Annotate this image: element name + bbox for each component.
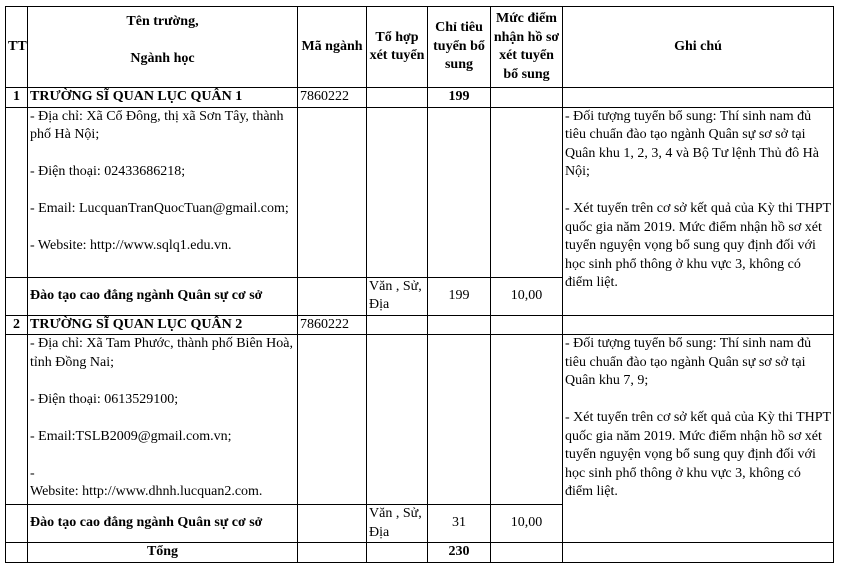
school-info-row	[6, 107, 834, 277]
header-score: Mức điểm nhận hồ sơ xét tuyển bổ sung	[491, 7, 563, 88]
total-row	[6, 543, 834, 563]
program-name: Đào tạo cao đẳng ngành Quân sự cơ sở	[28, 505, 298, 543]
admissions-table	[5, 6, 834, 563]
program-combo: Văn , Sử, Địa	[367, 505, 428, 543]
program-name: Đào tạo cao đẳng ngành Quân sự cơ sở	[28, 277, 298, 315]
school-address: - Địa chỉ: Xã Tam Phước, thành phố Biên Hoà, tỉnh Đồng Nai;	[30, 336, 293, 370]
school-note	[563, 107, 834, 315]
header-tt: TT	[6, 7, 28, 88]
school-phone: - Điện thoại: 02433686218;	[30, 164, 186, 179]
note-basis: - Xét tuyển trên cơ sở kết quả của Kỳ thi THPT quốc gia năm 2019. Mức điểm nhận hồ sơ xét tuyển nguyện vọng bổ sung quy định đối với học sinh phổ thông ở khu vực 3, không có điểm liệt.	[565, 410, 831, 499]
school-address: - Địa chỉ: Xã Cổ Đông, thị xã Sơn Tây, thành phố Hà Nội;	[30, 108, 284, 142]
school-info-row	[6, 335, 834, 505]
school-note	[563, 335, 834, 543]
program-quota: 199	[428, 277, 491, 315]
header-school-name	[28, 7, 298, 88]
school-phone: - Điện thoại: 0613529100;	[30, 391, 179, 407]
school-tt: 1	[6, 88, 28, 108]
header-name-line1: Tên trường,	[126, 14, 199, 29]
header-note: Ghi chú	[563, 7, 834, 88]
school-row	[6, 315, 834, 335]
program-score: 10,00	[491, 505, 563, 543]
header-name-line2: Ngành học	[130, 51, 195, 66]
school-tt: 2	[6, 315, 28, 335]
school-row	[6, 88, 834, 108]
note-basis: - Xét tuyển trên cơ sở kết quả của Kỳ thi THPT quốc gia năm 2019. Mức điểm nhận hồ sơ xét tuyển nguyện vọng bổ sung quy định đối với học sinh phổ thông ở khu vực 3, không có điểm liệt.	[565, 201, 831, 290]
note-target: - Đối tượng tuyển bổ sung: Thí sinh nam đủ tiêu chuẩn đào tạo ngành Quân sự sơ sở tại Quân khu 1, 2, 3, 4 và Bộ Tư lệnh Thủ đô Hà Nội;	[565, 108, 819, 179]
school-info	[28, 107, 298, 277]
school-website: - Website: http://www.sqlq1.edu.vn.	[30, 238, 232, 253]
school-code: 7860222	[298, 315, 367, 335]
header-quota: Chỉ tiêu tuyển bổ sung	[428, 7, 491, 88]
school-email: - Email:TSLB2009@gmail.com.vn;	[30, 428, 232, 444]
total-label: Tổng	[28, 543, 298, 563]
program-combo: Văn , Sử, Địa	[367, 277, 428, 315]
school-info	[28, 335, 298, 505]
note-target: - Đối tượng tuyển bổ sung: Thí sinh nam đủ tiêu chuẩn đào tạo ngành Quân sự sơ sở tại Quân khu 7, 9;	[565, 336, 812, 388]
school-website: Website: http://www.dhnh.lucquan2.com.	[30, 484, 263, 499]
program-score: 10,00	[491, 277, 563, 315]
header-combo: Tổ hợp xét tuyển	[367, 7, 428, 88]
school-email: - Email: LucquanTranQuocTuan@gmail.com;	[30, 201, 289, 216]
school-website-dash: -	[30, 465, 35, 481]
school-quota: 199	[428, 88, 491, 108]
header-row	[6, 7, 834, 88]
school-name: TRƯỜNG SĨ QUAN LỤC QUÂN 1	[28, 88, 298, 108]
school-name: TRƯỜNG SĨ QUAN LỤC QUÂN 2	[28, 315, 298, 335]
school-code: 7860222	[298, 88, 367, 108]
header-code: Mã ngành	[298, 7, 367, 88]
total-quota: 230	[428, 543, 491, 563]
school-quota	[428, 315, 491, 335]
program-quota: 31	[428, 505, 491, 543]
